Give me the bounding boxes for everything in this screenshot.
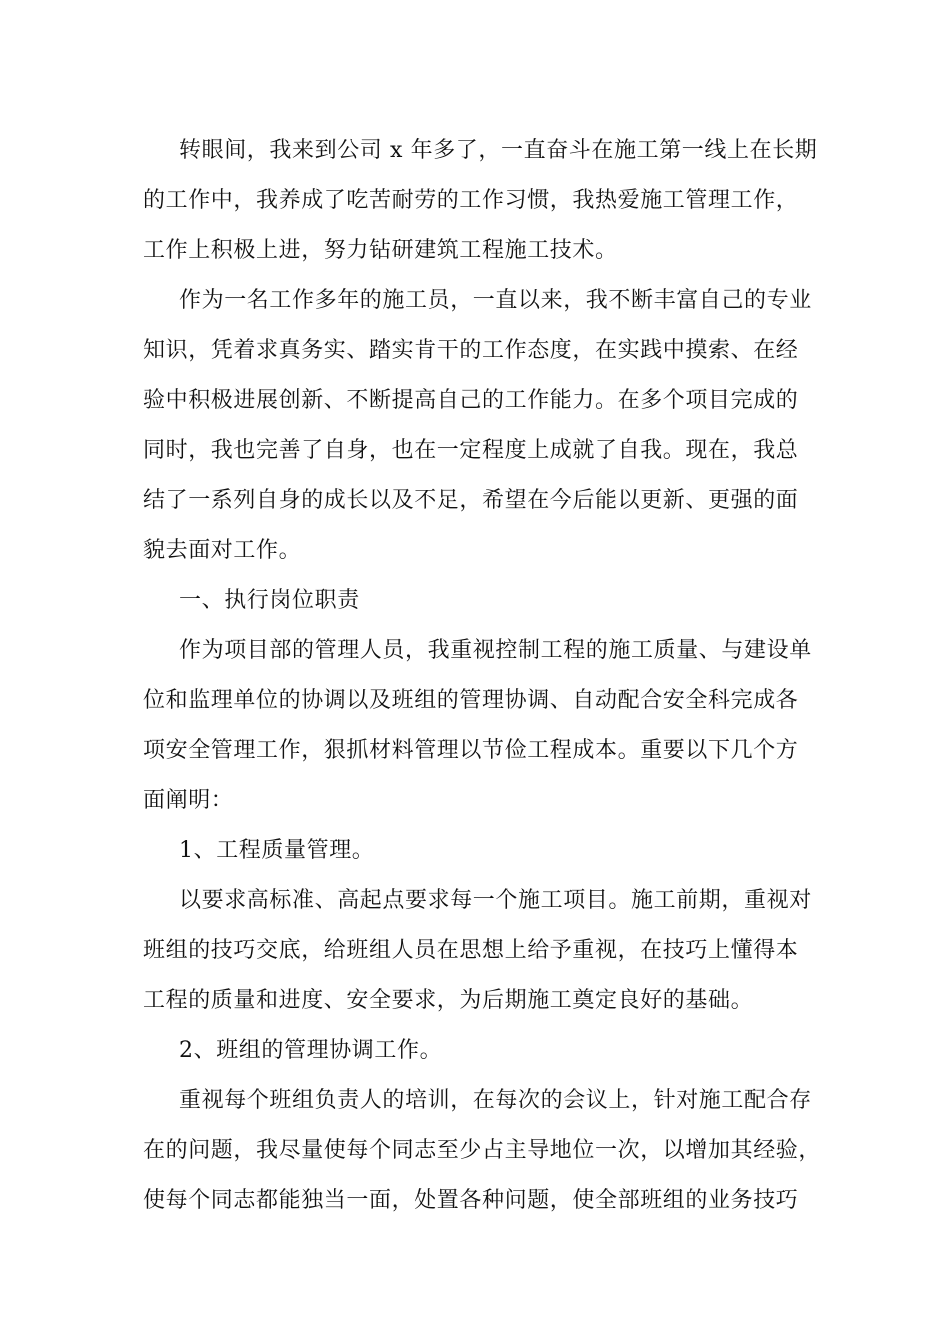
text-line: 的工作中，我养成了吃苦耐劳的工作习惯，我热爱施工管理工作，: [143, 188, 799, 213]
section-heading-duties: [143, 576, 823, 626]
paragraph-intro: [143, 126, 823, 276]
text-line: 同时，我也完善了自身，也在一定程度上成就了自我。现在，我总: [143, 438, 799, 463]
text-line: 作为一名工作多年的施工员，一直以来，我不断丰富自己的专业: [179, 288, 812, 313]
paragraph-quality: [143, 876, 823, 1026]
text-line: 班组的技巧交底，给班组人员在思想上给予重视，在技巧上懂得本: [143, 938, 799, 963]
paragraph-team-coordination: [143, 1076, 823, 1226]
text-line: 验中积极进展创新、不断提高自己的工作能力。在多个项目完成的: [143, 388, 799, 413]
text-line: 貌去面对工作。: [143, 538, 302, 563]
text-line: 在的问题，我尽量使每个同志至少占主导地位一次，以增加其经验，: [143, 1138, 822, 1163]
text-line: 知识，凭着求真务实、踏实肯干的工作态度，在实践中摸索、在经: [143, 338, 799, 363]
paragraph-duties: [143, 626, 823, 826]
text-line: 工作上积极上进，努力钻研建筑工程施工技术。: [143, 238, 618, 263]
heading-text: 2、班组的管理协调工作。: [179, 1038, 443, 1063]
subheading-quality: [143, 826, 823, 876]
text-line: 作为项目部的管理人员，我重视控制工程的施工质量、与建设单: [179, 638, 812, 663]
text-line: 位和监理单位的协调以及班组的管理协调、自动配合安全科完成各: [143, 688, 799, 713]
text-line: 以要求高标准、高起点要求每一个施工项目。施工前期，重视对: [179, 888, 812, 913]
text-line: 转眼间，我来到公司 x 年多了，一直奋斗在施工第一线上在长期: [179, 138, 818, 163]
subheading-team-coordination: [143, 1026, 823, 1076]
text-line: 结了一系列自身的成长以及不足，希望在今后能以更新、更强的面: [143, 488, 799, 513]
text-line: 工程的质量和进度、安全要求，为后期施工奠定良好的基础。: [143, 988, 754, 1013]
paragraph-experience: [143, 276, 823, 576]
heading-text: 1、工程质量管理。: [179, 838, 375, 863]
text-line: 面阐明：: [143, 788, 234, 813]
text-line: 重视每个班组负责人的培训，在每次的会议上，针对施工配合存: [179, 1088, 812, 1113]
text-line: 项安全管理工作，狠抓材料管理以节俭工程成本。重要以下几个方: [143, 738, 799, 763]
heading-text: 一、执行岗位职责: [179, 588, 360, 613]
document-body: [143, 126, 823, 1226]
text-line: 使每个同志都能独当一面，处置各种问题，使全部班组的业务技巧: [143, 1188, 799, 1213]
